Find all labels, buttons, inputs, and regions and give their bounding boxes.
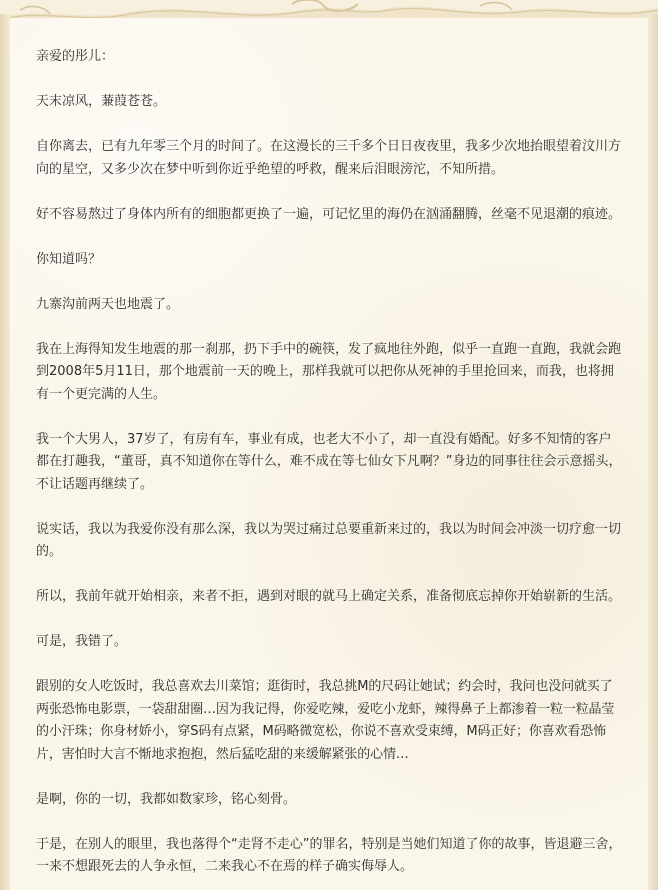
letter-paragraph: 说实话，我以为我爱你没有那么深，我以为哭过痛过总要重新来过的，我以为时间会冲淡一切疗愈一切的。 — [36, 521, 622, 559]
scroll-right-edge — [648, 14, 658, 890]
letter-paragraph: 可是，我错了。 — [36, 634, 128, 649]
letter-paragraph: 自你离去，已有九年零三个月的时间了。在这漫长的三千多个日日夜夜里，我多少次地抬眼望着汶川方向的星空，又多少次在梦中听到你近乎绝望的呼救，醒来后泪眼滂沱，不知所措。 — [36, 139, 622, 177]
letter-paragraph: 我一个大男人，37岁了，有房有车，事业有成，也老大不小了，却一直没有婚配。好多不知情的客户都在打趣我，“董哥，真不知道你在等什么，难不成在等七仙女下凡啊？”身边的同事往往会示意摇头，不让话题再继续了。 — [36, 431, 622, 492]
letter-paragraph: 跟别的女人吃饭时，我总喜欢去川菜馆；逛街时，我总挑M的尺码让她试；约会时，我问也没问就买了两张恐怖电影票，一袋甜甜圈…因为我记得，你爱吃辣，爱吃小龙虾，辣得鼻子上都渗着一粒一粒晶莹的小汗珠；你身材娇小，穿S码有点紧，M码略微宽松，你说不喜欢受束缚，M码正好；你喜欢看恐怖片，害怕时大言不惭地求抱抱，然后猛吃甜的来缓解紧张的心情… — [36, 679, 615, 762]
letter-paragraph: 是啊，你的一切，我都如数家珍，铭心刻骨。 — [36, 791, 297, 807]
letter-paragraph: 于是，在别人的眼里，我也落得个“走肾不走心”的罪名，特别是当她们知道了你的故事，皆退避三舍，一来不想跟死去的人争永恒，二来我心不在焉的样子确实侮辱人。 — [36, 836, 622, 874]
letter-paragraph: 九寨沟前两天也地震了。 — [36, 296, 180, 312]
letter-paragraph: 好不容易熬过了身体内所有的细胞都更换了一遍，可记忆里的海仍在汹涌翻腾，丝毫不见退潮的痕迹。 — [36, 206, 622, 222]
letter-paragraph: 所以，我前年就开始相亲，来者不拒，遇到对眼的就马上确定关系，准备彻底忘掉你开始崭新的生活。 — [36, 589, 622, 604]
letter-paragraph: 我在上海得知发生地震的那一刹那，扔下手中的碗筷，发了疯地往外跑，似乎一直跑一直跑，我就会跑到2008年5月11日，那个地震前一天的晚上，那样我就可以把你从死神的手里抢回来，而我，也将拥有一个更完满的人生。 — [36, 341, 622, 402]
letter-paragraph: 你知道吗？ — [36, 251, 102, 267]
letter-greeting: 亲爱的彤儿： — [36, 49, 115, 64]
scroll-left-edge — [0, 14, 10, 890]
letter-paragraph: 天末凉风，蒹葭苍苍。 — [36, 94, 167, 109]
letter-body — [36, 46, 622, 890]
letter-paper — [10, 18, 648, 890]
